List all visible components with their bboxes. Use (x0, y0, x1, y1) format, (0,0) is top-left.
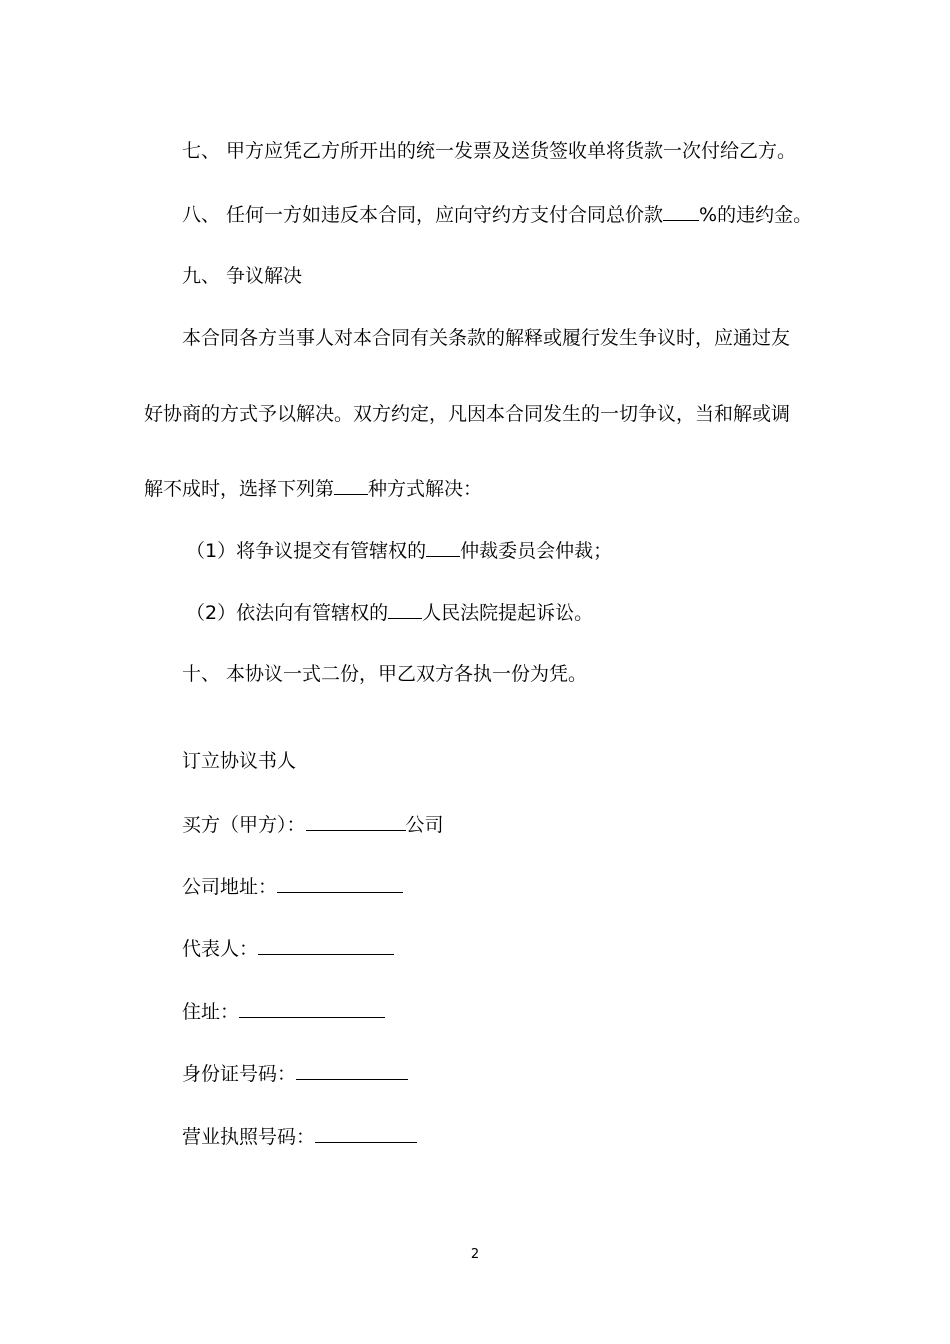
id-number-field (182, 1061, 408, 1086)
representative-field (182, 936, 394, 961)
clause-7 (182, 139, 796, 163)
clause-10 (182, 662, 587, 686)
clause-9-paragraph-line-1 (182, 326, 790, 350)
business-license-blank (315, 1124, 417, 1143)
company-address-label: 公司地址： (182, 876, 278, 898)
clause-8 (182, 202, 812, 227)
option-1-text-start: （1）将争议提交有管辖权的 (186, 540, 427, 562)
buyer-name-blank (306, 812, 406, 831)
clause-9-text-1: 本合同各方当事人对本合同有关条款的解释或履行发生争议时，应通过友 (182, 327, 791, 349)
clause-9-text-3-start: 解不成时，选择下列第 (144, 478, 335, 500)
signatory-heading-text: 订立协议书人 (182, 750, 297, 772)
clause-8-text-start: 八、 任何一方如违反本合同，应向守约方支付合同总价款 (182, 204, 664, 226)
clause-10-text: 十、 本协议一式二份，甲乙双方各执一份为凭。 (182, 663, 588, 685)
residence-label: 住址： (182, 1001, 240, 1023)
arbitration-commission-blank (426, 538, 460, 557)
court-blank (388, 600, 422, 619)
option-2-text-end: 人民法院提起诉讼。 (422, 602, 594, 624)
clause-9-title (182, 264, 302, 288)
representative-blank (258, 936, 394, 955)
clause-9-title-text: 九、 争议解决 (182, 265, 303, 287)
option-1-text-end: 仲裁委员会仲裁； (460, 540, 613, 562)
residence-field (182, 999, 385, 1024)
clause-7-text: 七、 甲方应凭乙方所开出的统一发票及送货签收单将货款一次付给乙方。 (182, 140, 797, 162)
business-license-field (182, 1124, 417, 1149)
penalty-percent-blank (663, 202, 699, 221)
buyer-field (182, 812, 444, 837)
id-number-label: 身份证号码： (182, 1063, 297, 1085)
company-address-field (182, 874, 403, 899)
buyer-suffix: 公司 (405, 814, 444, 836)
clause-9-text-2: 好协商的方式予以解决。双方约定，凡因本合同发生的一切争议，当和解或调 (144, 403, 791, 425)
buyer-label: 买方（甲方）： (182, 814, 306, 836)
representative-label: 代表人： (182, 938, 259, 960)
signatory-heading (182, 749, 296, 773)
company-address-blank (277, 874, 403, 893)
option-2-text-start: （2）依法向有管辖权的 (186, 602, 389, 624)
business-license-label: 营业执照号码： (182, 1126, 316, 1148)
id-number-blank (296, 1061, 408, 1080)
residence-blank (239, 999, 385, 1018)
clause-8-text-end: %的违约金。 (699, 204, 813, 226)
clause-9-text-3-end: 种方式解决： (368, 478, 483, 500)
method-choice-blank (334, 476, 368, 495)
dispute-option-1 (186, 538, 612, 563)
dispute-option-2 (186, 600, 593, 625)
clause-9-paragraph-line-3 (144, 476, 482, 501)
clause-9-paragraph-line-2 (144, 402, 790, 426)
page-number: 2 (470, 1247, 480, 1262)
